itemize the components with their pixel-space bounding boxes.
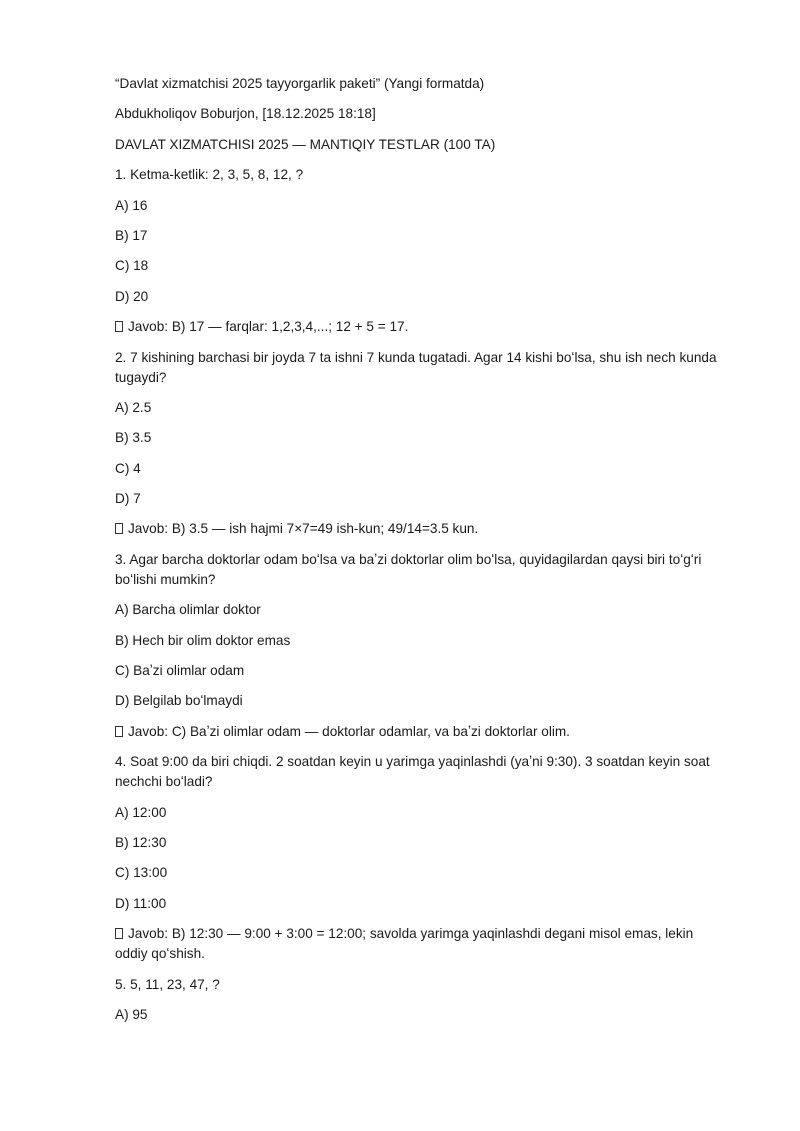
question-3-option-b: B) Hech bir olim doktor emas <box>115 632 291 648</box>
question-4: 4. Soat 9:00 da biri chiqdi. 2 soatdan keyin u yarimga yaqinlashdi (yaʼni 9:30). 3 soatdan keyin soat nechchi boʻladi? <box>115 754 710 790</box>
question-4-option-b: B) 12:30 <box>115 834 167 850</box>
question-3: 3. Agar barcha doktorlar odam boʻlsa va baʼzi doktorlar olim boʻlsa, quyidagilardan qaysi biri toʻgʻri boʻlishi mumkin? <box>115 551 702 587</box>
question-1-option-d: D) 20 <box>115 288 149 304</box>
question-3-option-a: A) Barcha olimlar doktor <box>115 602 261 618</box>
question-3-answer-text: Javob: C) Baʼzi olimlar odam — doktorlar odamlar, va baʼzi doktorlar olim. <box>128 723 570 739</box>
question-4-answer-text: Javob: B) 12:30 — 9:00 + 3:00 = 12:00; savolda yarimga yaqinlashdi degani misol emas, lekin oddiy qoʻshish. <box>115 926 694 962</box>
header-line: “Davlat xizmatchisi 2025 tayyorgarlik paketi” (Yangi formatda) <box>115 76 485 91</box>
question-2: 2. 7 kishining barchasi bir joyda 7 ta ishni 7 kunda tugatadi. Agar 14 kishi boʻlsa, shu ish nech kunda tugaydi? <box>115 349 717 385</box>
question-2-option-c: C) 4 <box>115 460 141 476</box>
missing-glyph-icon <box>115 928 123 939</box>
section-title: DAVLAT XIZMATCHISI 2025 — MANTIQIY TESTLAR (100 TA) <box>115 136 496 152</box>
question-4-option-d: D) 11:00 <box>115 895 167 911</box>
missing-glyph-icon <box>115 726 123 737</box>
missing-glyph-icon <box>115 321 123 332</box>
question-3-option-d: D) Belgilab boʻlmaydi <box>115 693 243 709</box>
question-2-option-d: D) 7 <box>115 491 141 507</box>
question-1: 1. Ketma-ketlik: 2, 3, 5, 8, 12, ? <box>115 167 304 183</box>
question-3-answer <box>115 722 725 742</box>
author-line: Abdukholiqov Boburjon, [18.12.2025 18:18] <box>115 106 376 122</box>
question-2-option-b: B) 3.5 <box>115 430 152 446</box>
question-1-option-a: A) 16 <box>115 197 148 213</box>
document-content <box>115 74 725 1035</box>
question-1-answer <box>115 317 725 337</box>
question-2-answer-text: Javob: B) 3.5 — ish hajmi 7×7=49 ish-kun; 49/14=3.5 kun. <box>128 521 479 537</box>
question-3-option-c: C) Baʼzi olimlar odam <box>115 663 245 679</box>
question-1-option-c: C) 18 <box>115 258 149 274</box>
question-5: 5. 5, 11, 23, 47, ? <box>115 976 220 992</box>
question-5-option-a: A) 95 <box>115 1006 148 1022</box>
question-2-option-a: A) 2.5 <box>115 399 152 415</box>
question-1-option-b: B) 17 <box>115 227 148 243</box>
question-4-answer <box>115 924 725 964</box>
question-2-answer <box>115 519 725 539</box>
missing-glyph-icon <box>115 523 123 534</box>
question-1-answer-text: Javob: B) 17 — farqlar: 1,2,3,4,...; 12 + 5 = 17. <box>128 319 409 335</box>
question-4-option-c: C) 13:00 <box>115 865 168 881</box>
question-4-option-a: A) 12:00 <box>115 804 167 820</box>
